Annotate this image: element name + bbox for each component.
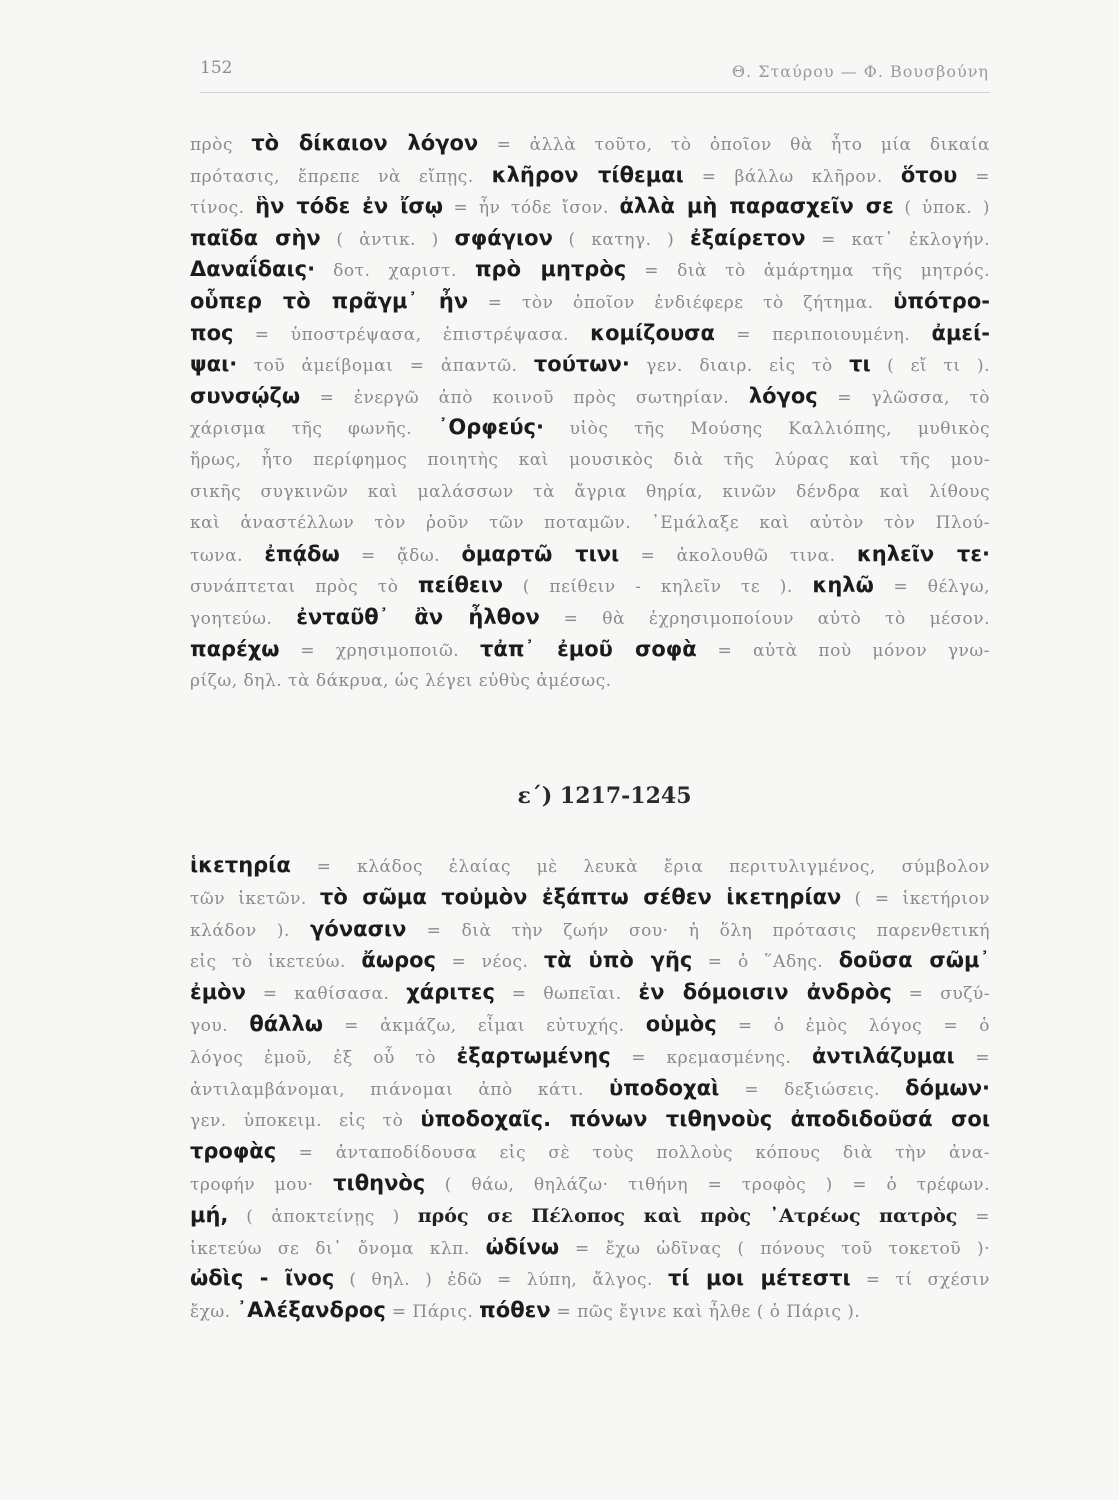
gloss-text: = ὑποστρέψασα, ἐπιστρέψασα.	[233, 324, 591, 345]
text-line	[190, 1168, 990, 1200]
lemma-text: συνσῴζω	[190, 383, 301, 408]
gloss-text: = ἀλλὰ τοῦτο, τὸ ὁποῖον θὰ ἦτο μία δικαία	[478, 135, 990, 155]
lemma-text: ἐν δόμοισιν ἀνδρὸς	[638, 980, 892, 1005]
lemma-text: ὠδίνω	[485, 1234, 560, 1259]
lemma-text: πρὸ μητρὸς	[474, 257, 627, 282]
gloss-text: ἱκετεύω σε δι᾽ ὄνομα κλπ.	[190, 1238, 486, 1259]
gloss-text: = τί σχέσιν	[850, 1270, 990, 1291]
lemma-text: οὗπερ τὸ πρᾶγμ᾽ ἦν	[190, 288, 469, 313]
lemma-text: τί μοι μέτεστι	[667, 1266, 851, 1291]
text-line	[190, 507, 990, 539]
lemma-text: ὑποδοχαῖς. πόνων τιθηνοὺς ἀποδιδοῦσά σοι	[420, 1107, 990, 1132]
section-heading: ε΄) 1217-1245	[517, 783, 692, 809]
gloss-text: = κλάδος ἐλαίας μὲ λευκὰ ἔρια περιτυλιγμένος, σύμβολον	[290, 857, 990, 877]
text-line	[190, 850, 990, 882]
text-line	[190, 1232, 990, 1264]
lemma-text: δόμων·	[905, 1075, 990, 1100]
lemma-text: πρός σε Πέλοπος καὶ πρὸς ᾽Ατρέως πατρὸς	[417, 1204, 958, 1227]
text-line	[190, 128, 990, 160]
gloss-text: = συζύ-	[891, 984, 990, 1005]
gloss-text: =	[954, 1047, 990, 1068]
gloss-text: ἔχω.	[190, 1302, 237, 1323]
gloss-text: ρίζω, δηλ. τὰ δάκρυα, ὡς λέγει εὐθὺς ἀμέσως.	[190, 671, 612, 692]
text-line	[190, 223, 990, 255]
text-line	[190, 539, 990, 571]
lemma-text: ἀντιλάζυμαι	[811, 1043, 955, 1068]
lemma-text: τούτων·	[533, 352, 630, 377]
text-line	[190, 977, 990, 1009]
gloss-text: = τὸν ὁποῖον ἐνδιέφερε τὸ ζήτημα.	[468, 292, 894, 313]
text-line	[190, 381, 990, 413]
text-line	[190, 602, 990, 634]
lemma-text: θάλλω	[249, 1011, 323, 1036]
gloss-text: λόγος ἐμοῦ, ἐξ οὗ τὸ	[190, 1047, 457, 1068]
text-line	[190, 476, 990, 508]
lemma-text: πείθειν	[418, 573, 504, 598]
gloss-text: ( θάω, θηλάζω· τιθήνη = τροφὸς ) = ὁ τρέφων.	[425, 1174, 990, 1195]
gloss-text: γοητεύω.	[190, 608, 297, 629]
lemma-text: παρέχω	[190, 636, 280, 661]
gloss-text: = Πάρις.	[385, 1302, 480, 1323]
lemma-text: Δαναΐδαις·	[190, 257, 316, 282]
gloss-text: γεν. διαιρ. εἰς τὸ	[629, 356, 850, 377]
gloss-text: = ἀκολουθῶ τινα.	[619, 545, 857, 566]
lemma-text: δοῦσα σῶμ᾽	[838, 948, 990, 973]
lemma-text: χάριτες	[406, 980, 495, 1005]
lemma-text: τἀπ᾽ ἐμοῦ σοφὰ	[479, 636, 697, 661]
gloss-text: ( πείθειν - κηλεῖν τε ).	[503, 577, 813, 598]
gloss-text: = γλῶσσα, τὸ	[817, 387, 990, 408]
text-line	[190, 945, 990, 977]
gloss-text: ( = ἱκετήριον	[841, 888, 990, 909]
lemma-text: κλῆρον τίθεμαι	[491, 162, 684, 187]
gloss-text: δοτ. χαριστ.	[315, 261, 475, 282]
gloss-text: ( ὑποκ. )	[893, 198, 990, 219]
lemma-text: ἐμὸν	[190, 980, 246, 1005]
gloss-text: τοῦ ἀμείβομαι = ἀπαντῶ.	[237, 356, 534, 377]
gloss-text: τωνα.	[190, 545, 265, 566]
lemma-text: τὰ ὑπὸ γῆς	[543, 948, 693, 973]
lemma-text: κηλῶ	[812, 573, 874, 598]
gloss-text: = δεξιώσεις.	[719, 1079, 906, 1100]
lemma-text: τιθηνὸς	[333, 1170, 426, 1195]
text-line	[190, 882, 990, 914]
gloss-text: = ἐνεργῶ ἀπὸ κοινοῦ πρὸς σωτηρίαν.	[300, 387, 749, 408]
lemma-text: τι	[849, 352, 871, 377]
gloss-text: ( εἴ τι ).	[870, 356, 990, 377]
lemma-text: τὸ σῶμα τοὐμὸν ἐξάπτω σέθεν ἱκετηρίαν	[319, 884, 842, 909]
gloss-text: = χρησιμοποιῶ.	[279, 640, 480, 661]
text-line	[190, 1041, 990, 1073]
header-rule	[200, 92, 990, 93]
gloss-text: =	[957, 1206, 990, 1227]
gloss-text: γου.	[190, 1015, 250, 1036]
text-line	[190, 634, 990, 666]
lemma-text: ἐξαίρετον	[689, 225, 806, 250]
gloss-text: =	[957, 166, 990, 187]
lemma-text: ᾽Αλέξανδρος	[236, 1298, 386, 1323]
gloss-text: σικῆς συγκινῶν καὶ μαλάσσων τὰ ἄγρια θηρία, κινῶν δένδρα καὶ λίθους	[190, 481, 990, 502]
gloss-text: = ὁ ἐμὸς λόγος = ὁ	[716, 1015, 990, 1036]
gloss-text: ( ἀποκτείνῃς )	[228, 1206, 418, 1227]
lemma-text: τροφὰς	[190, 1139, 277, 1164]
lemma-text: τὸ δίκαιον λόγον	[251, 131, 479, 155]
text-line	[190, 349, 990, 381]
text-line	[190, 191, 990, 223]
lemma-text: ὠδὶς - ῖνος	[190, 1266, 335, 1291]
lemma-text: ἐνταῦθ᾽ ἂν ἦλθον	[296, 604, 540, 629]
lemma-text: ᾽Ορφεύς·	[437, 415, 544, 440]
gloss-text: = ὁ ῞Αδης.	[692, 952, 839, 973]
gloss-text: = θωπεῖαι.	[494, 984, 639, 1005]
running-head: Θ. Σταύρου — Φ. Βουσβούνη	[731, 62, 989, 81]
gloss-text: = κρεμασμένης.	[610, 1047, 812, 1068]
gloss-text: ἀντιλαμβάνομαι, πιάνομαι ἀπὸ κάτι.	[190, 1079, 610, 1100]
gloss-text: = ἦν τόδε ἴσον.	[443, 198, 620, 219]
gloss-text: = νέος.	[435, 952, 544, 973]
text-line	[190, 1136, 990, 1168]
commentary-block-1	[190, 128, 990, 697]
gloss-text: τῶν ἱκετῶν.	[190, 888, 320, 909]
text-line	[190, 160, 990, 192]
gloss-text: καὶ ἀναστέλλων τὸν ῥοῦν τῶν ποταμῶν. ᾽Εμάλαξε καὶ αὐτὸν τὸν Πλού-	[190, 513, 990, 534]
gloss-text: = αὐτὰ ποὺ μόνον γνω-	[696, 640, 990, 661]
gloss-text: πρὸς	[190, 135, 252, 155]
gloss-text: = θέλγω,	[873, 577, 990, 598]
text-line	[190, 412, 990, 444]
lemma-text: κομίζουσα	[590, 320, 715, 345]
text-line	[190, 914, 990, 946]
lemma-text: ὅτου	[900, 162, 958, 187]
commentary-block-2	[190, 850, 990, 1327]
lemma-text: ἐπᾴδω	[264, 541, 340, 566]
lemma-text: ὑπότρο-	[893, 288, 990, 313]
gloss-text: πρότασις, ἔπρεπε νὰ εἴπῃς.	[190, 166, 492, 187]
lemma-text: ψαι·	[190, 352, 238, 377]
gloss-text: ἥρως, ἦτο περίφημος ποιητὴς καὶ μουσικὸς διὰ τῆς λύρας καὶ τῆς μου-	[190, 449, 990, 470]
gloss-text: = κατ᾽ ἐκλογήν.	[805, 229, 990, 250]
gloss-text: υἱὸς τῆς Μούσης Καλλιόπης, μυθικὸς	[543, 419, 990, 440]
gloss-text: γεν. ὑποκειμ. εἰς τὸ	[190, 1111, 421, 1132]
text-line	[190, 1263, 990, 1295]
lemma-text: μή,	[190, 1202, 229, 1227]
gloss-text: εἰς τὸ ἱκετεύω.	[190, 952, 362, 973]
gloss-text: τίνος.	[190, 198, 256, 219]
lemma-text: ἣν τόδε ἐν ἴσῳ	[255, 194, 443, 219]
text-line	[190, 1009, 990, 1041]
gloss-text: = διὰ τὴν ζωήν σου· ἡ ὅλη πρότασις παρενθετική	[406, 920, 990, 941]
gloss-text: = καθίσασα.	[245, 984, 407, 1005]
gloss-text: = ἀνταποδίδουσα εἰς σὲ τοὺς πολλοὺς κόπους διὰ τὴν ἀνα-	[276, 1143, 990, 1164]
lemma-text: πόθεν	[479, 1298, 551, 1323]
lemma-text: ἐξαρτωμένης	[456, 1043, 611, 1068]
gloss-text: = θὰ ἐχρησιμοποίουν αὐτὸ τὸ μέσον.	[539, 608, 990, 629]
gloss-text: = ᾄδω.	[339, 545, 462, 566]
lemma-text: πος	[190, 320, 234, 345]
text-line	[190, 1073, 990, 1105]
text-line	[190, 1200, 990, 1232]
gloss-text: = ἔχω ὠδῖνας ( πόνους τοῦ τοκετοῦ )·	[559, 1238, 990, 1259]
gloss-text: = διὰ τὸ ἁμάρτημα τῆς μητρός.	[626, 261, 990, 282]
gloss-text: ( ἀντικ. )	[320, 229, 455, 250]
text-line	[190, 286, 990, 318]
gloss-text: = ἀκμάζω, εἶμαι εὐτυχής.	[323, 1015, 646, 1036]
lemma-text: παῖδα σὴν	[190, 225, 321, 250]
gloss-text: ( κατηγ. )	[552, 229, 690, 250]
lemma-text: ἀλλὰ μὴ παρασχεῖν σε	[619, 194, 894, 219]
page-number: 152	[200, 58, 233, 78]
lemma-text: ὑποδοχαὶ	[609, 1075, 720, 1100]
gloss-text: χάρισμα τῆς φωνῆς.	[190, 419, 438, 440]
text-line	[190, 254, 990, 286]
gloss-text: συνάπτεται πρὸς τὸ	[190, 577, 419, 598]
text-line	[190, 570, 990, 602]
lemma-text: ἱκετηρία	[190, 853, 291, 877]
gloss-text: = βάλλω κλῆρον.	[683, 166, 901, 187]
text-line	[190, 1295, 990, 1327]
gloss-text: κλάδον ).	[190, 920, 311, 941]
text-line	[190, 318, 990, 350]
gloss-text: = πῶς ἔγινε καὶ ἦλθε ( ὁ Πάρις ).	[550, 1302, 861, 1323]
lemma-text: γόνασιν	[310, 916, 407, 941]
gloss-text: ( θηλ. ) ἐδῶ = λύπη, ἄλγος.	[334, 1270, 668, 1291]
lemma-text: σφάγιον	[454, 225, 553, 250]
lemma-text: οὑμὸς	[645, 1011, 717, 1036]
lemma-text: ὁμαρτῶ τινι	[461, 541, 620, 566]
text-line	[190, 1104, 990, 1136]
text-line	[190, 444, 990, 476]
lemma-text: λόγος	[748, 383, 818, 408]
gloss-text: = περιποιουμένη.	[714, 324, 932, 345]
gloss-text: τροφήν μου·	[190, 1174, 334, 1195]
lemma-text: ἄωρος	[361, 948, 436, 973]
lemma-text: ἀμεί-	[931, 320, 990, 345]
text-line	[190, 665, 990, 697]
lemma-text: κηλεῖν τε·	[856, 541, 990, 566]
